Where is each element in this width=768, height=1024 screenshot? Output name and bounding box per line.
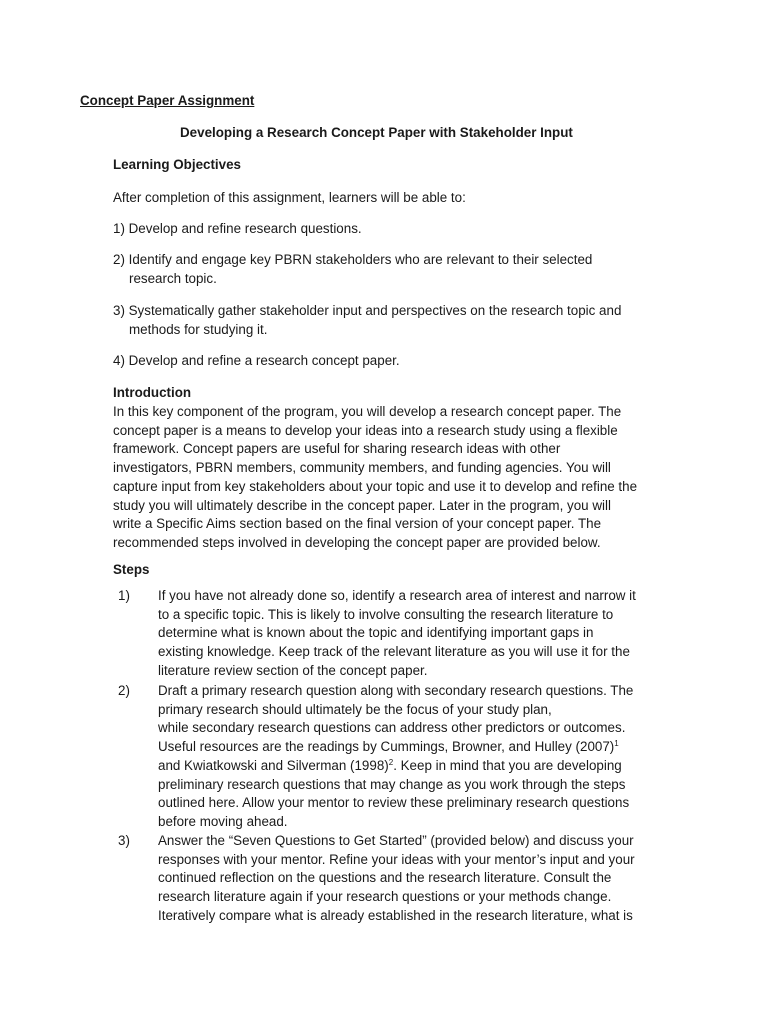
step-line: Iteratively compare what is already established in the research literature, what is: [158, 907, 633, 923]
paragraph-line: study you will ultimately describe in the concept paper. Later in the program, you will: [113, 497, 611, 513]
step-line: before moving ahead.: [158, 813, 288, 829]
citation-text: and Kwiatkowski and Silverman (1998): [158, 757, 389, 773]
steps-heading: Steps: [113, 562, 150, 577]
objectives-intro: After completion of this assignment, learners will be able to:: [113, 190, 466, 205]
step-line: to a specific topic. This is likely to involve consulting the research literature to: [158, 606, 614, 622]
step-line: If you have not already done so, identify a research area of interest and narrow it: [158, 588, 636, 603]
footnote-ref: 1: [614, 739, 619, 749]
step-line: Draft a primary research question along with secondary research questions. The: [158, 683, 634, 698]
step-number: 3): [118, 833, 130, 848]
step-line: outlined here. Allow your mentor to review these preliminary research questions: [158, 795, 630, 811]
step-line: [158, 757, 633, 776]
step-line: primary research should ultimately be the focus of your study plan,: [158, 701, 552, 717]
paragraph-line: recommended steps involved in developing the concept paper are provided below.: [113, 534, 601, 550]
paragraph-line: write a Specific Aims section based on the final version of your concept paper. The: [113, 516, 602, 532]
objective-item-4: [113, 352, 400, 371]
main-title: Developing a Research Concept Paper with Stakeholder Input: [180, 125, 573, 140]
step-line: determine what is known about the topic and identifying important gaps in: [158, 625, 594, 641]
objective-item-2: [113, 251, 592, 288]
step-line: literature review section of the concept paper.: [158, 662, 428, 678]
step-line: Answer the “Seven Questions to Get Started” (provided below) and discuss your: [158, 833, 634, 848]
step-number: 2): [118, 683, 130, 698]
citation-tail: . Keep in mind that you are developing: [393, 757, 622, 773]
paragraph-line: investigators, PBRN members, community members, and funding agencies. You will: [113, 460, 611, 476]
assignment-title: Concept Paper Assignment: [80, 93, 255, 108]
paragraph-line: In this key component of the program, you will develop a research concept paper. The: [113, 404, 622, 419]
introduction-heading: Introduction: [113, 385, 192, 400]
introduction-paragraph: [113, 403, 637, 553]
paragraph-line: framework. Concept papers are useful for sharing research ideas with other: [113, 441, 561, 457]
step-line: responses with your mentor. Refine your ideas with your mentor’s input and your: [158, 851, 635, 867]
step-2-text: [158, 682, 633, 832]
objective-line: research topic.: [129, 270, 217, 286]
step-line: preliminary research questions that may change as you work through the steps: [158, 776, 626, 792]
step-line: [158, 738, 633, 757]
objective-line: 3) Systematically gather stakeholder input and perspectives on the research topic and: [113, 303, 622, 318]
step-line: existing knowledge. Keep track of the relevant literature as you will use it for the: [158, 644, 630, 660]
step-number: 1): [118, 588, 130, 603]
citation-text: Useful resources are the readings by Cummings, Browner, and Hulley (2007): [158, 739, 615, 755]
objective-line: 2) Identify and engage key PBRN stakeholders who are relevant to their selected: [113, 252, 593, 267]
step-line: continued reflection on the questions and the research literature. Consult the: [158, 870, 612, 886]
objective-line: 4) Develop and refine a research concept paper.: [113, 353, 400, 368]
step-1-text: [158, 587, 636, 681]
objective-item-1: [113, 220, 362, 239]
step-line: research literature again if your research questions or your methods change.: [158, 889, 612, 905]
footnote-ref: 2: [388, 757, 394, 767]
step-line: while secondary research questions can address other predictors or outcomes.: [158, 720, 626, 736]
paragraph-line: concept paper is a means to develop your ideas into a research study using a flexible: [113, 422, 618, 438]
objectives-heading: Learning Objectives: [113, 157, 241, 172]
paragraph-line: capture input from key stakeholders about your topic and use it to develop and refine the: [113, 478, 638, 494]
objective-line: methods for studying it.: [129, 321, 268, 337]
objective-item-3: [113, 302, 621, 339]
step-3-text: [158, 832, 635, 926]
objective-line: 1) Develop and refine research questions.: [113, 221, 362, 236]
